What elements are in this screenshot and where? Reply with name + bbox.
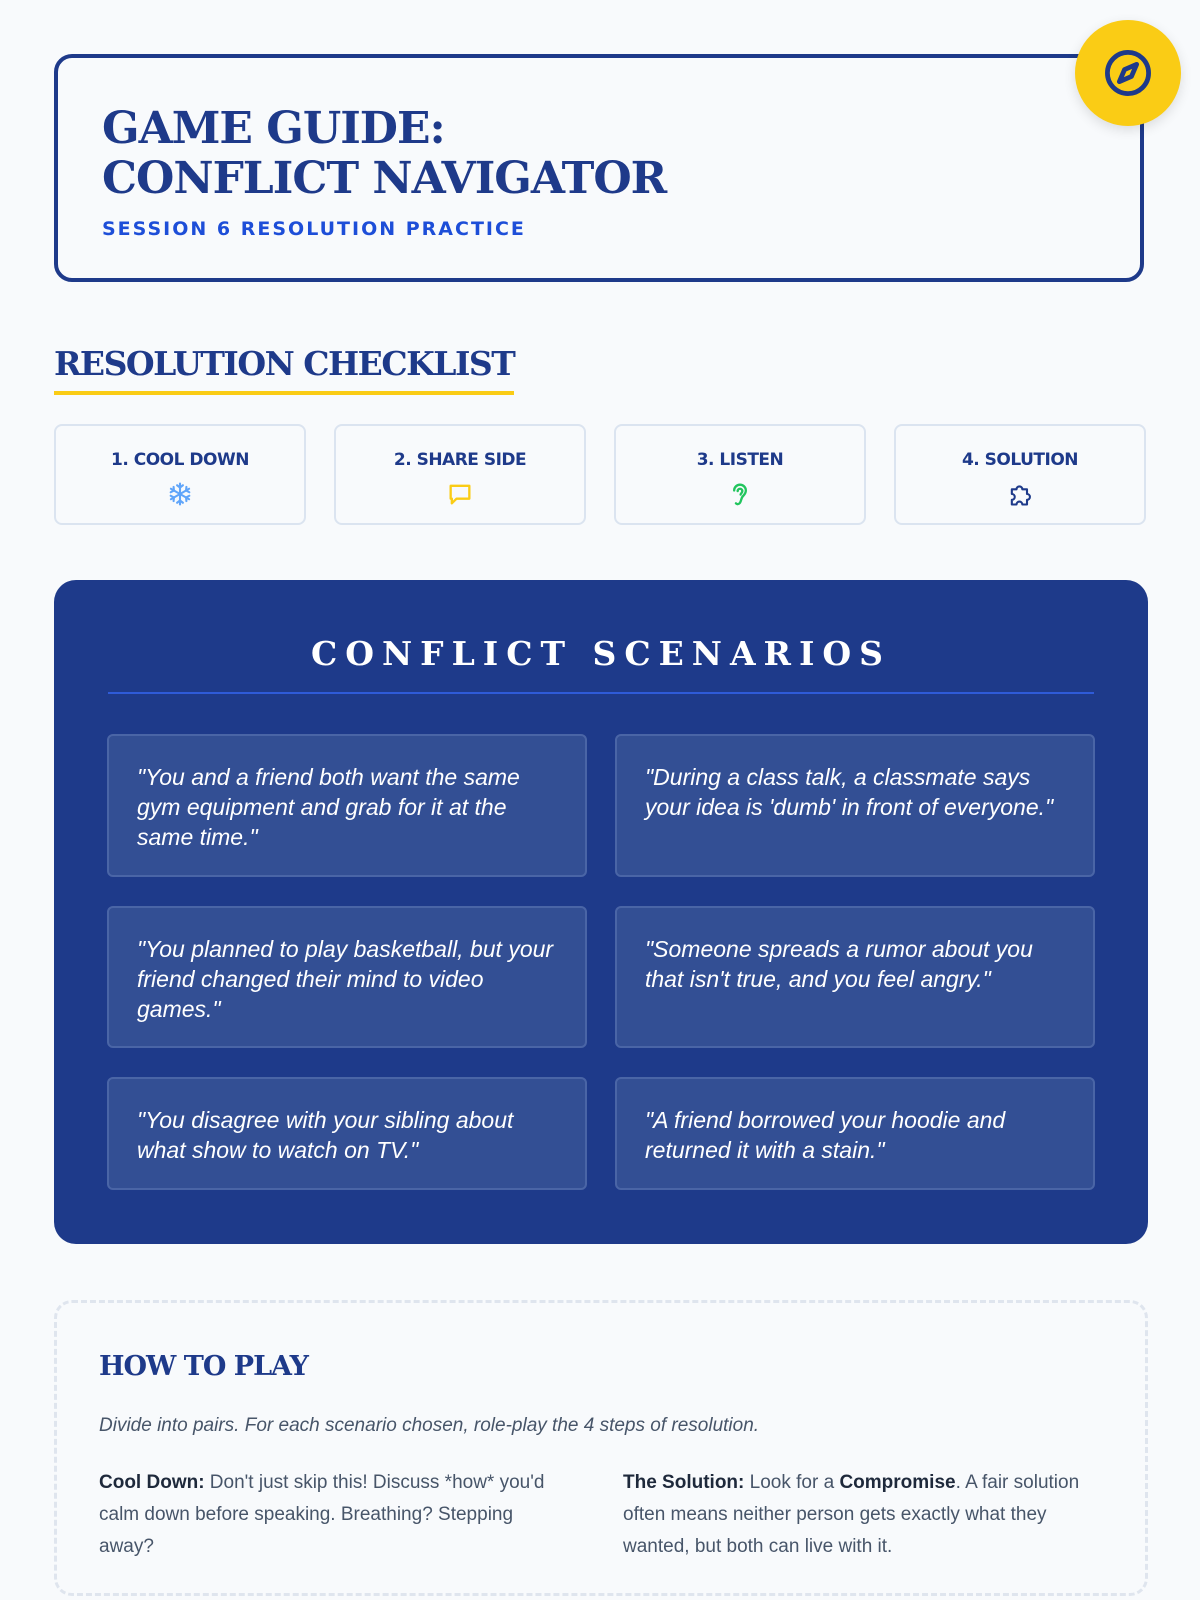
solution-tip-label: The Solution:: [623, 1472, 745, 1493]
checklist-title: RESOLUTION CHECKLIST: [54, 344, 514, 395]
scenario-card[interactable]: "You and a friend both want the same gym equipment and grab for it at the same time.": [107, 734, 587, 877]
step-label: 3. LISTEN: [696, 450, 784, 470]
scenarios-panel: [54, 580, 1148, 1244]
cool-down-tip: [99, 1467, 559, 1563]
scenarios-divider: [108, 692, 1094, 694]
how-to-play-title: HOW TO PLAY: [99, 1351, 308, 1382]
solution-tip-text: Look for a: [744, 1472, 840, 1493]
page-title: [102, 104, 666, 204]
scenario-card[interactable]: "Someone spreads a rumor about you that isn't true, and you feel angry.": [615, 906, 1095, 1048]
compass-badge: [1075, 20, 1181, 126]
cool-down-tip-text: Don't just skip this! Discuss *how* you'd calm down before speaking. Breathing? Stepping away?: [99, 1472, 545, 1557]
scenario-card[interactable]: "You disagree with your sibling about what show to watch on TV.": [107, 1077, 587, 1190]
title-line-2: CONFLICT NAVIGATOR: [102, 153, 667, 204]
step-card-cool-down: [54, 424, 306, 525]
compromise-emphasis: Compromise: [839, 1472, 956, 1493]
how-to-play-card: [54, 1300, 1148, 1596]
snowflake-icon: [166, 480, 194, 508]
solution-tip: [623, 1467, 1083, 1563]
step-label: 1. COOL DOWN: [111, 450, 249, 470]
step-card-share-side: [334, 424, 586, 525]
header-card: [54, 54, 1144, 282]
solution-tip-text-end: . A fair solution often means neither person gets exactly what they wanted, but both can live with it.: [623, 1472, 1080, 1557]
scenario-card[interactable]: "A friend borrowed your hoodie and returned it with a stain.": [615, 1077, 1095, 1190]
compass-icon: [1102, 47, 1154, 99]
ear-icon: [726, 480, 754, 508]
title-line-1: GAME GUIDE:: [102, 103, 445, 154]
step-label: 2. SHARE SIDE: [393, 450, 527, 470]
how-to-play-intro: Divide into pairs. For each scenario chosen, role-play the 4 steps of resolution.: [99, 1415, 760, 1436]
scenario-card[interactable]: "During a class talk, a classmate says your idea is 'dumb' in front of everyone.": [615, 734, 1095, 877]
puzzle-icon: [1006, 480, 1034, 508]
scenarios-title: CONFLICT SCENARIOS: [310, 634, 891, 673]
step-card-listen: [614, 424, 866, 525]
step-card-solution: [894, 424, 1146, 525]
cool-down-tip-label: Cool Down:: [99, 1472, 205, 1493]
speech-bubble-icon: [446, 480, 474, 508]
step-label: 4. SOLUTION: [961, 450, 1079, 470]
scenario-card[interactable]: "You planned to play basketball, but your friend changed their mind to video games.": [107, 906, 587, 1048]
page-subtitle: SESSION 6 RESOLUTION PRACTICE: [102, 218, 526, 240]
